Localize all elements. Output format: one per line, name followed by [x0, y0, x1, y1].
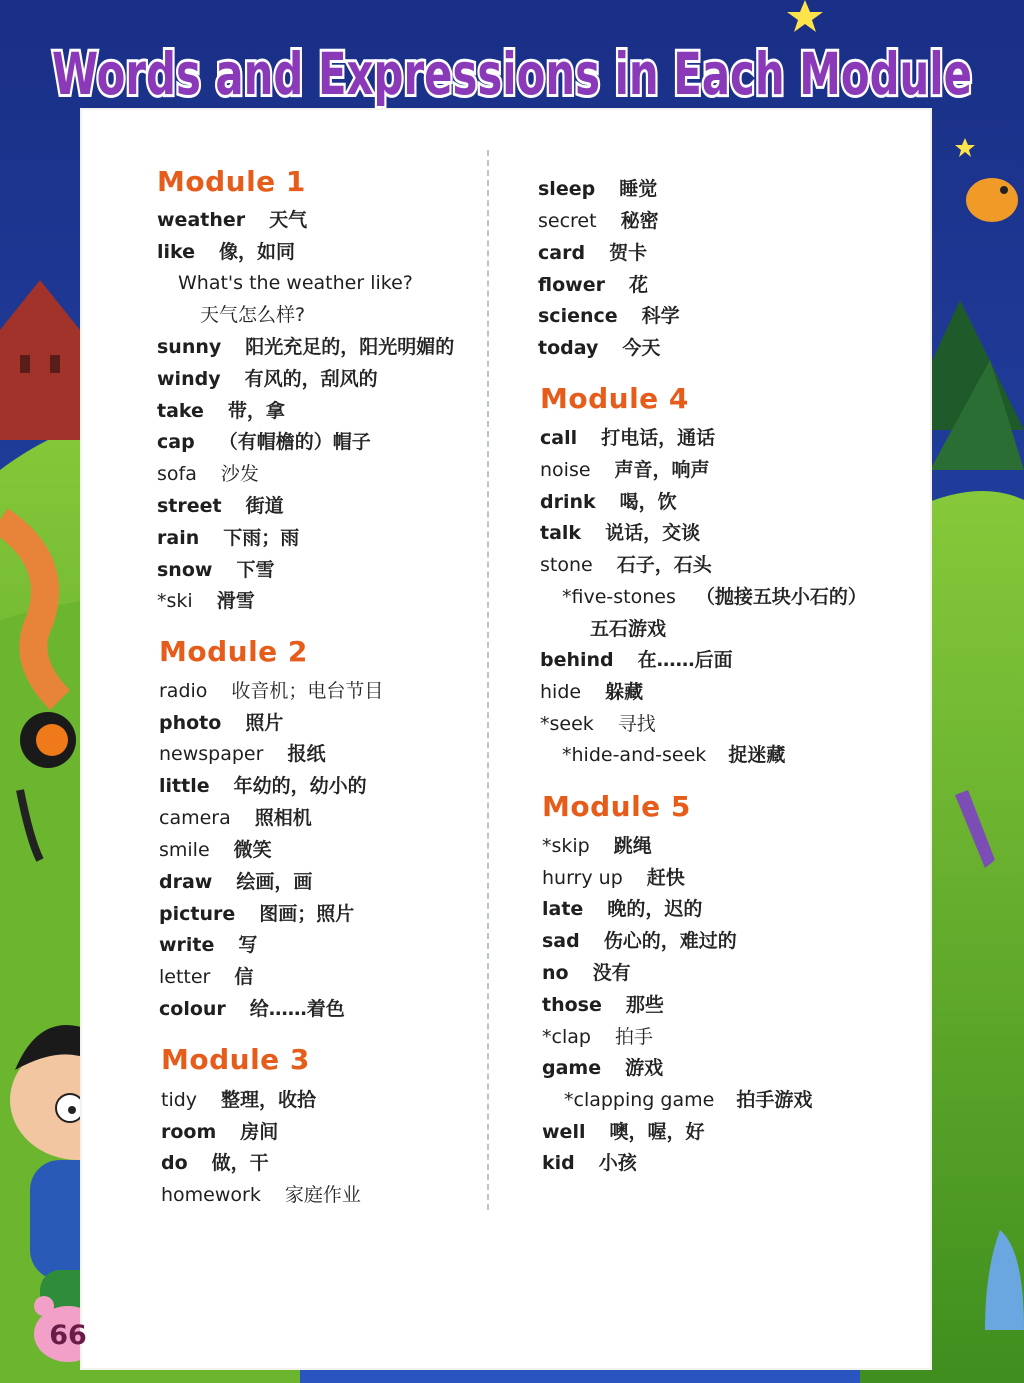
entry-zh: 在……后面: [637, 649, 733, 671]
entry-en: science: [538, 305, 618, 327]
entry-en: *ski: [157, 590, 193, 612]
entry-zh: 睡觉: [619, 178, 658, 200]
entry-zh: 花: [628, 274, 648, 296]
entry-little: [159, 774, 367, 798]
entry-rain: [157, 526, 299, 550]
entry-zh: （有帽檐的）帽子: [218, 431, 371, 453]
entry-en: call: [540, 427, 578, 449]
entry-zh: 拍手: [614, 1026, 653, 1048]
entry-kid: [542, 1151, 637, 1175]
entry-seek: [540, 712, 656, 736]
entry-en: drink: [540, 491, 596, 513]
entry-en: noise: [540, 459, 591, 481]
entry-en: street: [157, 495, 222, 517]
entry-five-stones-zh: [590, 617, 666, 641]
entry-zh: 家庭作业: [284, 1184, 361, 1206]
entry-zh: 绘画，画: [236, 871, 313, 893]
entry-zh: 喝，饮: [619, 491, 677, 513]
entry-sad: [542, 929, 737, 953]
entry-zh: 沙发: [220, 463, 259, 485]
entry-en: sad: [542, 930, 580, 952]
entry-en: sunny: [157, 336, 222, 358]
entry-en: newspaper: [159, 743, 264, 765]
entry-science: [538, 304, 680, 328]
entry-en: radio: [159, 680, 208, 702]
entry-en: behind: [540, 649, 614, 671]
entry-en: take: [157, 400, 204, 422]
entry-en: sofa: [157, 463, 197, 485]
entry-game: [542, 1056, 663, 1080]
entry-zh: 做，干: [211, 1152, 269, 1174]
entry-en: those: [542, 994, 602, 1016]
entry-sleep: [538, 177, 657, 201]
entry-en: camera: [159, 807, 231, 829]
entry-en: little: [159, 775, 210, 797]
entry-zh: 那些: [625, 994, 664, 1016]
entry-zh: 贺卡: [609, 242, 648, 264]
entry-stone: [540, 553, 712, 577]
entry-sunny: [157, 335, 454, 359]
entry-skip: [542, 834, 652, 858]
entry-zh: 有风的，刮风的: [244, 368, 378, 390]
entry-zh: 微笑: [233, 839, 272, 861]
entry-en: *seek: [540, 713, 594, 735]
entry-en: homework: [161, 1184, 261, 1206]
entry-zh: 天气怎么样?: [200, 304, 306, 326]
module-2-heading: Module 2: [159, 635, 308, 668]
entry-talk: [540, 521, 700, 545]
entry-write: [159, 933, 257, 957]
entry-en: hurry up: [542, 867, 623, 889]
entry-zh: 躲藏: [605, 681, 644, 703]
entry-zh: 伤心的，难过的: [603, 930, 737, 952]
entry-picture: [159, 902, 354, 926]
entry-zh: 街道: [245, 495, 284, 517]
entry-en: game: [542, 1057, 602, 1079]
entry-drink: [540, 490, 677, 514]
vocabulary-panel: [80, 108, 932, 1370]
entry-late: [542, 897, 702, 921]
module-3-heading: Module 3: [161, 1043, 310, 1076]
entry-zh: 天气: [269, 209, 308, 231]
entry-en: *skip: [542, 835, 590, 857]
entry-no: [542, 961, 631, 985]
module-1-heading: Module 1: [157, 165, 306, 198]
entry-en: *clapping game: [564, 1089, 715, 1111]
column-divider: [487, 150, 489, 1210]
entry-camera: [159, 806, 312, 830]
entry-zh: 像，如同: [219, 241, 296, 263]
entry-zh: （抛接五块小石的）: [695, 586, 867, 608]
entry-en: *clap: [542, 1026, 591, 1048]
entry-call: [540, 426, 715, 450]
module-4-heading: Module 4: [540, 382, 689, 415]
entry-zh: 年幼的，幼小的: [233, 775, 367, 797]
entry-en: colour: [159, 998, 226, 1020]
entry-tidy: [161, 1088, 316, 1112]
entry-en: hide: [540, 681, 582, 703]
entry-today: [538, 336, 660, 360]
entry-en: photo: [159, 712, 222, 734]
entry-en: tidy: [161, 1089, 198, 1111]
entry-en: picture: [159, 903, 236, 925]
entry-zh: 捉迷藏: [728, 744, 786, 766]
entry-en: stone: [540, 554, 593, 576]
entry-take: [157, 399, 285, 423]
entry-en: flower: [538, 274, 605, 296]
entry-en: today: [538, 337, 599, 359]
entry-en: windy: [157, 368, 221, 390]
entry-cap: [157, 430, 371, 454]
entry-weather-question: [178, 271, 413, 295]
entry-well: [542, 1120, 704, 1144]
entry-en: smile: [159, 839, 210, 861]
entry-en: secret: [538, 210, 597, 232]
entry-zh: 收音机；电台节目: [231, 680, 384, 702]
entry-en: do: [161, 1152, 188, 1174]
entry-clap: [542, 1025, 653, 1049]
entry-hurry-up: [542, 866, 685, 890]
entry-en: no: [542, 962, 569, 984]
entry-zh: 下雪: [236, 559, 275, 581]
entry-letter: [159, 965, 253, 989]
entry-en: kid: [542, 1152, 575, 1174]
entry-en: sleep: [538, 178, 596, 200]
entry-en: late: [542, 898, 584, 920]
entry-en: write: [159, 934, 215, 956]
entry-zh: 今天: [622, 337, 661, 359]
entry-zh: 赶快: [646, 867, 685, 889]
entry-en: *five-stones: [562, 586, 676, 608]
entry-flower: [538, 273, 648, 297]
entry-en: well: [542, 1121, 586, 1143]
entry-zh: 科学: [641, 305, 680, 327]
entry-en: weather: [157, 209, 246, 231]
entry-zh: 声音，响声: [614, 459, 710, 481]
entry-do: [161, 1151, 269, 1175]
entry-en: card: [538, 242, 586, 264]
entry-those: [542, 993, 664, 1017]
entry-zh: 给……着色: [249, 998, 345, 1020]
entry-zh: 游戏: [625, 1057, 664, 1079]
entry-newspaper: [159, 742, 325, 766]
entry-zh: 信: [234, 966, 254, 988]
entry-en: like: [157, 241, 196, 263]
entry-en: letter: [159, 966, 211, 988]
entry-zh: 拍手游戏: [736, 1089, 813, 1111]
entry-en: room: [161, 1121, 217, 1143]
entry-en: *hide-and-seek: [562, 744, 707, 766]
page-title-text: Words and Expressions in Each Module: [52, 40, 972, 108]
entry-en: talk: [540, 522, 582, 544]
entry-en: snow: [157, 559, 213, 581]
entry-zh: 下雨；雨: [223, 527, 300, 549]
entry-five-stones: [562, 585, 867, 609]
entry-weather: [157, 208, 307, 232]
entry-radio: [159, 679, 383, 703]
entry-en: draw: [159, 871, 213, 893]
entry-zh: 带，拿: [227, 400, 285, 422]
entry-hide-and-seek: [562, 743, 785, 767]
entry-zh: 噢，喔，好: [609, 1121, 705, 1143]
entry-zh: 图画；照片: [259, 903, 355, 925]
entry-colour: [159, 997, 345, 1021]
entry-photo: [159, 711, 283, 735]
entry-sofa: [157, 462, 259, 486]
entry-homework: [161, 1183, 361, 1207]
entry-noise: [540, 458, 710, 482]
entry-card: [538, 241, 647, 265]
entry-like: [157, 240, 295, 264]
entry-zh: 五石游戏: [590, 618, 667, 640]
entry-weather-question-zh: [200, 303, 305, 327]
entry-zh: 整理，收拾: [221, 1089, 317, 1111]
entry-zh: 照片: [245, 712, 284, 734]
entry-en: cap: [157, 431, 195, 453]
entry-smile: [159, 838, 272, 862]
entry-en: rain: [157, 527, 200, 549]
entry-zh: 照相机: [254, 807, 312, 829]
entry-en: What's the weather like?: [178, 272, 413, 294]
entry-behind: [540, 648, 733, 672]
entry-zh: 房间: [240, 1121, 279, 1143]
entry-zh: 报纸: [287, 743, 326, 765]
entry-zh: 没有: [592, 962, 631, 984]
entry-zh: 说话，交谈: [605, 522, 701, 544]
entry-street: [157, 494, 284, 518]
entry-zh: 滑雪: [216, 590, 255, 612]
entry-zh: 秘密: [620, 210, 659, 232]
entry-zh: 晚的，迟的: [607, 898, 703, 920]
entry-snow: [157, 558, 274, 582]
entry-zh: 小孩: [598, 1152, 637, 1174]
module-5-heading: Module 5: [542, 790, 691, 823]
entry-zh: 阳光充足的，阳光明媚的: [245, 336, 455, 358]
entry-draw: [159, 870, 312, 894]
entry-room: [161, 1120, 278, 1144]
entry-clapping-game: [564, 1088, 812, 1112]
entry-zh: 打电话，通话: [601, 427, 716, 449]
entry-windy: [157, 367, 378, 391]
entry-ski: [157, 589, 255, 613]
entry-zh: 寻找: [617, 713, 656, 735]
entry-hide: [540, 680, 643, 704]
entry-zh: 跳绳: [613, 835, 652, 857]
entry-zh: 石子，石头: [616, 554, 712, 576]
entry-secret: [538, 209, 659, 233]
entry-zh: 写: [238, 934, 258, 956]
page-number: 66: [49, 1320, 87, 1351]
